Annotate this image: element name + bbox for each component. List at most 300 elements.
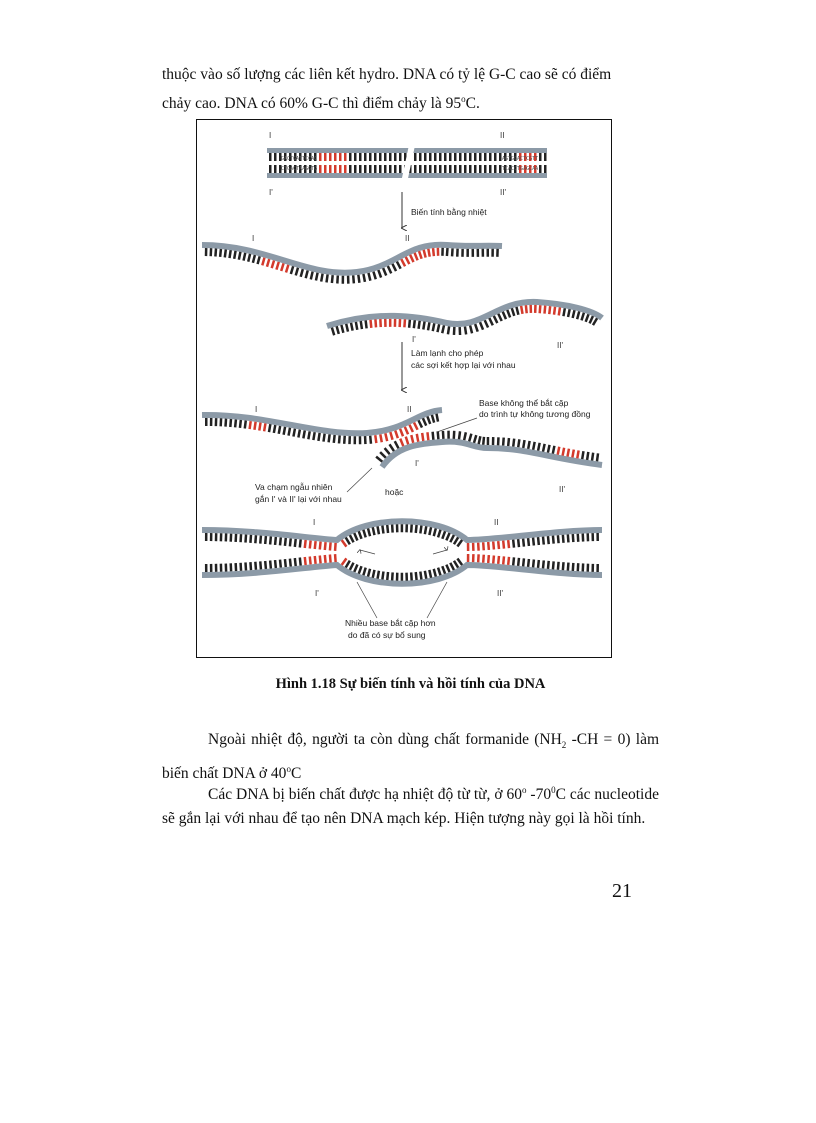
nucleotide-base bbox=[374, 153, 377, 161]
nucleotide-base bbox=[254, 535, 257, 543]
nucleotide-base bbox=[473, 435, 478, 443]
nucleotide-base bbox=[474, 165, 477, 173]
intro-line-2: chảy cao. DNA có 60% G-C thì điểm chảy là 95 bbox=[162, 95, 462, 113]
region-i-label: I bbox=[269, 131, 272, 140]
nucleotide-base bbox=[347, 276, 350, 284]
nucleotide-base bbox=[284, 559, 287, 567]
region-ii-prime-label: II' bbox=[557, 341, 563, 350]
nucleotide-base bbox=[205, 248, 208, 256]
nucleotide-base bbox=[220, 533, 223, 541]
nucleotide-base bbox=[404, 426, 409, 434]
nucleotide-base bbox=[419, 571, 423, 579]
nucleotide-base bbox=[577, 563, 580, 571]
nucleotide-base bbox=[482, 542, 485, 550]
nucleotide-base bbox=[502, 556, 505, 564]
nucleotide-base bbox=[405, 524, 408, 532]
nucleotide-base bbox=[464, 165, 467, 173]
nucleotide-base bbox=[439, 153, 442, 161]
nucleotide-base bbox=[224, 419, 227, 427]
nucleotide-base bbox=[596, 533, 599, 541]
nucleotide-base bbox=[317, 433, 321, 441]
nucleotide-base bbox=[586, 452, 590, 460]
nucleotide-base bbox=[384, 433, 388, 441]
nucleotide-base bbox=[441, 566, 446, 574]
nucleotide-base bbox=[454, 165, 457, 173]
nucleotide-base bbox=[474, 324, 479, 332]
nucleotide-base bbox=[362, 274, 366, 282]
nucleotide-base bbox=[529, 305, 532, 313]
region-i-prime-label: I' bbox=[412, 335, 416, 344]
nucleotide-base bbox=[329, 542, 332, 550]
renaturation-paragraph: Các DNA bị biến chất được hạ nhiệt độ từ từ, ở 60$^o$ $-70^0C$ các nucleotide sẽ gắn lại với nhau để tạo nên DNA mạch kép. Hiện tượng này gọi là hồi tính. bbox=[162, 785, 659, 828]
nucleotide-base bbox=[586, 564, 589, 572]
nucleotide-base bbox=[436, 324, 440, 332]
nucleotide-base bbox=[309, 556, 312, 564]
nucleotide-base bbox=[496, 249, 499, 257]
nucleotide-base bbox=[449, 165, 452, 173]
nucleotide-base bbox=[312, 432, 316, 440]
nucleotide-base bbox=[372, 527, 376, 535]
nucleotide-base bbox=[422, 250, 426, 258]
nucleotide-base bbox=[299, 557, 302, 565]
nucleotide-base bbox=[334, 554, 337, 562]
nucleotide-base bbox=[284, 538, 287, 546]
nucleotide-base bbox=[374, 319, 377, 327]
nucleotide-base bbox=[360, 321, 364, 329]
nucleotide-base bbox=[352, 275, 355, 283]
nucleotide-base bbox=[466, 249, 469, 257]
nucleotide-base bbox=[359, 153, 362, 161]
nucleotide-base bbox=[322, 434, 326, 442]
nucleotide-base bbox=[585, 314, 590, 322]
nucleotide-base bbox=[561, 448, 565, 456]
nucleotide-base bbox=[562, 562, 565, 570]
nucleotide-base bbox=[567, 562, 570, 570]
nucleotide-base bbox=[557, 535, 560, 543]
nucleotide-base bbox=[279, 537, 282, 545]
nucleotide-base bbox=[242, 253, 246, 261]
nucleotide-base bbox=[469, 153, 472, 161]
nucleotide-base bbox=[304, 540, 307, 548]
nucleotide-base bbox=[527, 559, 530, 567]
nucleotide-base bbox=[269, 165, 272, 173]
nucleotide-base bbox=[329, 554, 332, 562]
nucleotide-base bbox=[364, 320, 367, 328]
more-pairs-line-1: Nhiều base bắt cặp hơn bbox=[345, 618, 436, 628]
nucleotide-base bbox=[343, 436, 346, 444]
nucleotide-base bbox=[358, 566, 363, 574]
nucleotide-base bbox=[389, 153, 392, 161]
nucleotide-base bbox=[384, 165, 387, 173]
nucleotide-base bbox=[491, 249, 494, 257]
nucleotide-base bbox=[349, 165, 352, 173]
nucleotide-base bbox=[539, 153, 542, 161]
nucleotide-base bbox=[591, 564, 594, 572]
nucleotide-base bbox=[205, 564, 208, 572]
nucleotide-base bbox=[394, 430, 399, 438]
nucleotide-base bbox=[210, 564, 213, 572]
nucleotide-base bbox=[567, 534, 570, 542]
nucleotide-base bbox=[273, 425, 277, 433]
nucleotide-base bbox=[494, 153, 497, 161]
nucleotide-base bbox=[389, 319, 392, 327]
nucleotide-base bbox=[334, 165, 337, 173]
nucleotide-base bbox=[581, 533, 584, 541]
nucleotide-base bbox=[558, 307, 562, 315]
nucleotide-base bbox=[389, 432, 394, 440]
nucleotide-base bbox=[580, 312, 585, 320]
region-ii-label: II bbox=[494, 518, 499, 527]
nucleotide-base bbox=[325, 274, 329, 282]
nucleotide-base bbox=[234, 563, 237, 571]
nucleotide-base bbox=[409, 254, 415, 262]
nucleotide-base bbox=[369, 320, 372, 328]
nucleotide-base bbox=[461, 249, 464, 257]
nucleotide-base bbox=[339, 165, 342, 173]
nucleotide-base bbox=[439, 165, 442, 173]
nucleotide-base bbox=[525, 305, 528, 313]
nucleotide-base bbox=[527, 538, 530, 546]
nucleotide-base bbox=[453, 431, 456, 439]
random-collision-line-2: gắn I' và II' lại với nhau bbox=[255, 494, 342, 504]
nucleotide-base bbox=[249, 562, 252, 570]
nucleotide-base bbox=[359, 165, 362, 173]
nucleotide-base bbox=[399, 428, 404, 436]
nucleotide-base bbox=[410, 435, 414, 443]
nucleotide-base bbox=[405, 436, 410, 444]
nucleotide-base bbox=[417, 420, 423, 428]
nucleotide-base bbox=[419, 165, 422, 173]
nucleotide-base bbox=[497, 437, 500, 445]
nucleotide-base bbox=[369, 165, 372, 173]
nucleotide-base bbox=[387, 266, 393, 274]
nucleotide-base bbox=[210, 418, 213, 426]
nucleotide-base bbox=[364, 436, 367, 444]
nucleotide-base bbox=[297, 429, 301, 437]
nucleotide-base bbox=[205, 533, 208, 541]
nucleotide-base bbox=[445, 564, 450, 572]
nucleotide-base bbox=[258, 422, 262, 430]
nucleotide-base bbox=[422, 418, 428, 426]
nucleotide-base bbox=[374, 435, 378, 443]
intro-line-1: thuộc vào số lượng các liên kết hydro. DNA có tỷ lệ G-C cao sẽ có điểm bbox=[162, 66, 612, 83]
nucleotide-base bbox=[228, 250, 232, 258]
nucleotide-base bbox=[487, 437, 490, 445]
nucleotide-base bbox=[344, 165, 347, 173]
nucleotide-base bbox=[468, 433, 473, 441]
nucleotide-base bbox=[396, 524, 399, 532]
nucleotide-base bbox=[353, 533, 358, 541]
or-label: hoặc bbox=[385, 487, 404, 497]
nucleotide-base bbox=[294, 558, 297, 566]
nucleotide-base bbox=[220, 564, 223, 572]
nucleotide-base bbox=[282, 427, 286, 435]
region-i-label: I bbox=[255, 405, 258, 414]
nucleotide-base bbox=[342, 276, 345, 284]
nucleotide-base bbox=[497, 556, 500, 564]
nucleotide-base bbox=[552, 561, 555, 569]
nucleotide-base bbox=[274, 560, 277, 568]
nucleotide-base bbox=[422, 321, 426, 329]
nucleotide-base bbox=[537, 443, 541, 451]
nucleotide-base bbox=[464, 326, 468, 334]
nucleotide-base bbox=[289, 558, 292, 566]
nucleotide-base bbox=[275, 262, 280, 270]
nucleotide-base bbox=[319, 555, 322, 563]
nucleotide-base bbox=[367, 273, 371, 281]
region-ii-prime-label: II' bbox=[497, 589, 503, 598]
nucleotide-base bbox=[477, 554, 480, 562]
nucleotide-base bbox=[302, 430, 306, 438]
nucleotide-base bbox=[359, 436, 362, 444]
nucleotide-base bbox=[376, 571, 380, 579]
nucleotide-base bbox=[458, 431, 462, 439]
nucleotide-base bbox=[437, 248, 440, 256]
nucleotide-base bbox=[384, 447, 391, 455]
nucleotide-base bbox=[229, 419, 232, 427]
nucleotide-base bbox=[334, 153, 337, 161]
nucleotide-base bbox=[542, 536, 545, 544]
nucleotide-base bbox=[424, 526, 428, 534]
nucleotide-base bbox=[401, 573, 404, 581]
nucleotide-base bbox=[239, 534, 242, 542]
nucleotide-base bbox=[562, 535, 565, 543]
nucleotide-base bbox=[451, 248, 454, 256]
more-pairs-line-2: do đã có sự bổ sung bbox=[348, 630, 426, 640]
nucleotide-base bbox=[484, 165, 487, 173]
nucleotide-base bbox=[396, 573, 399, 581]
nucleotide-base bbox=[472, 249, 475, 257]
nucleotide-base bbox=[482, 249, 485, 257]
nucleotide-base bbox=[336, 275, 339, 283]
nucleotide-base bbox=[279, 559, 282, 567]
nucleotide-base bbox=[469, 165, 472, 173]
nucleotide-base bbox=[507, 557, 510, 565]
nucleotide-base bbox=[441, 248, 444, 256]
nucleotide-base bbox=[547, 445, 551, 453]
nucleotide-base bbox=[379, 434, 383, 442]
nucleotide-base bbox=[432, 248, 435, 256]
nucleotide-base bbox=[314, 556, 317, 564]
nucleotide-base bbox=[497, 313, 503, 321]
nucleotide-base bbox=[304, 557, 307, 565]
nucleotide-base bbox=[410, 524, 413, 532]
nucleotide-base bbox=[287, 428, 291, 436]
nucleotide-base bbox=[256, 256, 261, 264]
nucleotide-base bbox=[382, 268, 387, 276]
nucleotide-base bbox=[335, 326, 340, 334]
nucleotide-base bbox=[527, 441, 531, 449]
nucleotide-base bbox=[372, 271, 377, 279]
nucleotide-base bbox=[415, 572, 418, 580]
nucleotide-base bbox=[522, 538, 525, 546]
nucleotide-base bbox=[229, 534, 232, 542]
nucleotide-base bbox=[315, 272, 319, 280]
nucleotide-base bbox=[234, 534, 237, 542]
nucleotide-base bbox=[319, 165, 322, 173]
nucleotide-base bbox=[557, 562, 560, 570]
nucleotide-base bbox=[364, 153, 367, 161]
nucleotide-base bbox=[295, 267, 300, 275]
sequence-label: CTGACTAAGGTG bbox=[281, 166, 318, 172]
nucleotide-base bbox=[400, 259, 406, 267]
nucleotide-base bbox=[410, 572, 413, 580]
nucleotide-base bbox=[576, 311, 580, 319]
nucleotide-base bbox=[512, 557, 515, 565]
nucleotide-base bbox=[469, 325, 473, 333]
nucleotide-base bbox=[421, 433, 425, 441]
nucleotide-base bbox=[445, 533, 450, 541]
nucleotide-base bbox=[581, 451, 585, 459]
nucleotide-base bbox=[543, 306, 546, 314]
nucleotide-base bbox=[596, 453, 600, 461]
nucleotide-base bbox=[349, 562, 355, 570]
nucleotide-base bbox=[369, 153, 372, 161]
nucleotide-base bbox=[338, 435, 341, 443]
nucleotide-base bbox=[405, 256, 411, 264]
nucleotide-base bbox=[459, 153, 462, 161]
nucleotide-base bbox=[415, 525, 418, 533]
nucleotide-base bbox=[497, 541, 500, 549]
nucleotide-base bbox=[447, 326, 451, 334]
nucleotide-base bbox=[350, 323, 354, 331]
nucleotide-base bbox=[261, 257, 266, 265]
nucleotide-base bbox=[414, 153, 417, 161]
nucleotide-base bbox=[344, 153, 347, 161]
region-ii-label: II bbox=[405, 234, 410, 243]
region-i-prime-label: I' bbox=[315, 589, 319, 598]
nucleotide-base bbox=[591, 453, 595, 461]
nucleotide-base bbox=[489, 153, 492, 161]
nucleotide-base bbox=[552, 536, 555, 544]
nucleotide-base bbox=[278, 426, 282, 434]
nucleotide-base bbox=[340, 325, 344, 333]
nucleotide-base bbox=[408, 320, 411, 328]
nucleotide-base bbox=[274, 153, 277, 161]
region-i-label: I bbox=[313, 518, 316, 527]
nucleotide-base bbox=[429, 165, 432, 173]
nucleotide-base bbox=[424, 153, 427, 161]
nucleotide-base bbox=[477, 436, 481, 444]
nucleotide-base bbox=[225, 563, 228, 571]
nucleotide-base bbox=[376, 526, 380, 534]
nucleotide-base bbox=[441, 531, 446, 539]
strand-i-ii-prime bbox=[327, 302, 602, 326]
region-ii-prime-label: II' bbox=[500, 188, 506, 197]
nucleotide-base bbox=[456, 249, 459, 257]
nucleotide-base bbox=[244, 420, 247, 428]
nucleotide-base bbox=[386, 525, 389, 533]
nucleotide-base bbox=[507, 438, 510, 446]
nucleotide-base bbox=[449, 153, 452, 161]
nucleotide-base bbox=[447, 431, 450, 439]
nucleotide-base bbox=[405, 573, 408, 581]
figure-caption: Hình 1.18 Sự biến tính và hồi tính của DNA bbox=[275, 676, 546, 692]
nucleotide-base bbox=[413, 252, 418, 260]
nucleotide-base bbox=[333, 435, 336, 443]
nucleotide-base bbox=[463, 432, 467, 440]
nucleotide-base bbox=[244, 562, 247, 570]
nucleotide-base bbox=[327, 434, 330, 442]
nucleotide-base bbox=[517, 439, 521, 447]
nucleotide-base bbox=[348, 436, 351, 444]
nucleotide-base bbox=[467, 554, 470, 562]
region-i-prime-label: I' bbox=[415, 459, 419, 468]
nucleotide-base bbox=[477, 249, 480, 257]
nucleotide-base bbox=[329, 153, 332, 161]
nucleotide-base bbox=[219, 418, 222, 426]
nucleotide-base bbox=[292, 428, 296, 436]
nucleotide-base bbox=[581, 563, 584, 571]
nucleotide-base bbox=[502, 541, 505, 549]
nucleotide-base bbox=[249, 535, 252, 543]
nucleotide-base bbox=[375, 456, 383, 463]
nucleotide-base bbox=[512, 540, 515, 548]
nucleotide-base bbox=[426, 416, 431, 424]
nucleotide-base bbox=[502, 438, 505, 446]
nucleotide-base bbox=[209, 248, 212, 256]
nucleotide-base bbox=[484, 320, 490, 328]
nucleotide-base bbox=[515, 307, 519, 315]
nucleotide-base bbox=[433, 569, 437, 577]
nucleotide-base bbox=[435, 414, 439, 422]
nucleotide-base bbox=[434, 153, 437, 161]
nucleotide-base bbox=[268, 424, 272, 432]
stage-3-mispairing bbox=[202, 398, 602, 504]
nucleotide-base bbox=[572, 534, 575, 542]
nucleotide-base bbox=[482, 437, 485, 445]
nucleotide-base bbox=[517, 539, 520, 547]
nucleotide-base bbox=[324, 153, 327, 161]
nucleotide-base bbox=[492, 555, 495, 563]
mismatch-label-line-1: Base không thể bắt cặp bbox=[479, 398, 569, 408]
nucleotide-base bbox=[331, 327, 336, 335]
nucleotide-base bbox=[472, 543, 475, 551]
nucleotide-base bbox=[384, 153, 387, 161]
nucleotide-base bbox=[487, 555, 490, 563]
nucleotide-base bbox=[571, 310, 575, 318]
nucleotide-base bbox=[464, 153, 467, 161]
nucleotide-base bbox=[437, 529, 442, 537]
region-ii-label: II bbox=[407, 405, 412, 414]
nucleotide-base bbox=[269, 560, 272, 568]
nucleotide-base bbox=[391, 572, 394, 580]
nucleotide-base bbox=[429, 153, 432, 161]
nucleotide-base bbox=[458, 327, 461, 335]
nucleotide-base bbox=[253, 422, 257, 430]
nucleotide-base bbox=[264, 561, 267, 569]
nucleotide-base bbox=[459, 165, 462, 173]
nucleotide-base bbox=[413, 320, 416, 328]
nucleotide-base bbox=[331, 275, 334, 283]
nucleotide-base bbox=[414, 165, 417, 173]
nucleotide-base bbox=[431, 432, 434, 440]
nucleotide-base bbox=[339, 153, 342, 161]
nucleotide-base bbox=[354, 436, 357, 444]
nucleotide-base bbox=[374, 165, 377, 173]
nucleotide-base bbox=[431, 415, 436, 423]
nucleotide-base bbox=[428, 527, 432, 535]
nucleotide-base bbox=[362, 567, 367, 575]
figure-canvas bbox=[197, 120, 611, 657]
nucleotide-base bbox=[259, 561, 262, 569]
nucleotide-base bbox=[248, 421, 252, 429]
nucleotide-base bbox=[539, 165, 542, 173]
pointer-arrow bbox=[360, 550, 375, 554]
nucleotide-base bbox=[520, 306, 524, 314]
nucleotide-base bbox=[426, 432, 429, 440]
mismatch-label-line-2: do trình tự không tương đồng bbox=[479, 409, 591, 419]
